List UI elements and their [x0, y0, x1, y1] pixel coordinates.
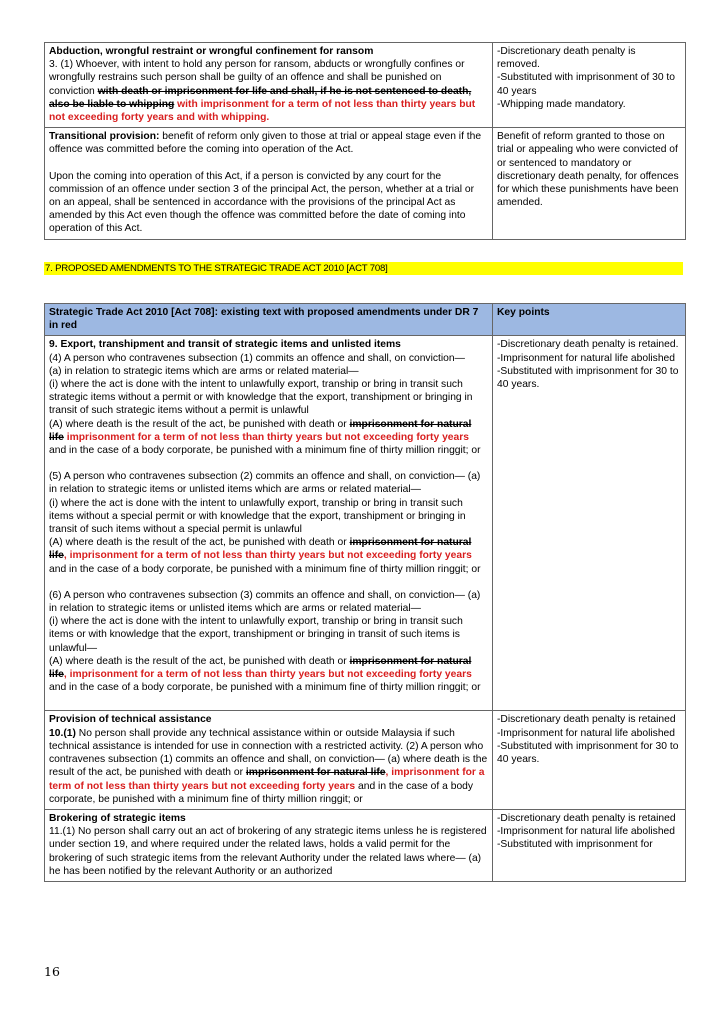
provision-text: (5) A person who contravenes subsection (2) commits an offence and shall, on conviction— (a) in relation to strategic items or unlisted items which are arms or related material— — [49, 471, 481, 496]
key-point: -Discretionary death penalty is removed. — [497, 46, 636, 71]
page-number: 16 — [44, 964, 60, 979]
amendment-text-cell — [45, 336, 493, 711]
key-points-cell — [493, 809, 686, 881]
key-point: -Imprisonment for natural life abolished — [497, 727, 675, 739]
inserted-text: imprisonment for a term of not less than thirty years but not exceeding forty years — [63, 431, 469, 443]
provision-text: (i) where the act is done with the intent to unlawfully export, tranship or bring in transit such strategic items without a permit or with knowledge that the export, transhipment or bringing in transit of such strategic items without a permit is unlawful — [49, 379, 473, 417]
provision-text: 10.(1) No person shall provide any technical assistance within or outside Malaysia if such technical assistance is intended for use in connection with a restricted activity. (2) A person who contravenes subsection (1) commits an offence and shall, on conviction— (a) where death is the result of the act, be punished with death or imprisonment for natural life, imprisonment for a term of not less than thirty years but not exceeding forty years and in the case of a body corporate, be punished with a minimum fine of thirty million ringgit; or — [49, 727, 488, 805]
amendment-text-cell — [45, 128, 493, 239]
deleted-text: imprisonment for natural life — [49, 418, 472, 443]
key-point: -Discretionary death penalty is retained — [497, 812, 676, 824]
provision-text: 3. (1) Whoever, with intent to hold any person for ransom, abducts or wrongfully confines or wrongfully restrains such person shall be guilty of an offence and shall be punished on conviction with death or imprisonment for life and shall, if he is not sentenced to death, also be liable to whipping with imprisonment for a term of not less than thirty years but not exceeding forty years and with whipping. — [49, 59, 476, 124]
key-point: -Imprisonment for natural life abolished — [497, 352, 675, 364]
deleted-text: imprisonment for natural life — [245, 767, 386, 779]
table-row — [45, 336, 686, 711]
provision-text: 11.(1) No person shall carry out an act of brokering of any strategic items unless he is registered under section 19, and where required under the related laws, holds a valid permit for the brokering of such strategic items from the relevant Authority under the related laws where— (a) he has been notified by the relevant Authority or an authorized — [49, 826, 487, 877]
key-point: Benefit of reform granted to those on trial or appealing who were convicted of or sentenced to mandatory or discretionary death penalty, for offences for which these punishments have been amended. — [497, 131, 679, 209]
provision-heading: 9. Export, transhipment and transit of strategic items and unlisted items — [49, 339, 401, 351]
key-point: -Substituted with imprisonment for 30 to 40 years. — [497, 365, 679, 391]
provision-text: (i) where the act is done with the intent to unlawfully export, tranship or bring in transit such items or with knowledge that the export, transhipment or bringing in transit of such items is unlawful— — [49, 616, 463, 654]
transitional-provision: Transitional provision: benefit of reform only given to those at trial or appeal stage even if the offence was committed before the coming into operation of the Act. — [49, 131, 482, 156]
strategic-trade-act-table — [44, 303, 686, 882]
key-point: -Substituted with imprisonment for 30 to 40 years. — [497, 740, 679, 766]
key-points-cell — [493, 43, 686, 128]
key-point: -Discretionary death penalty is retained — [497, 714, 676, 726]
amendment-text-cell — [45, 711, 493, 809]
provision-text: (A) where death is the result of the act, be punished with death or imprisonment for natural life, imprisonment for a term of not less than thirty years but not exceeding forty years and in the case of a body corporate, be punished with a minimum fine of thirty million ringgit; or — [49, 655, 481, 694]
deleted-text: imprisonment for natural life — [49, 537, 472, 562]
key-points-cell — [493, 128, 686, 239]
provision-text: (a) in relation to strategic items which are arms or related material— — [49, 365, 359, 377]
amendment-text-cell — [45, 43, 493, 128]
provision-text: (6) A person who contravenes subsection (3) commits an offence and shall, on conviction— (a) in relation to strategic items or unlisted items which are arms or related material— — [49, 589, 481, 615]
provision-heading: Brokering of strategic items — [49, 812, 186, 824]
provision-text: (A) where death is the result of the act, be punished with death or imprisonment for natural life imprisonment for a term of not less than thirty years but not exceeding forty years and in the case of a body corporate, be punished with a minimum fine of thirty million ringgit; or — [49, 418, 481, 457]
column-header-existing-text: Strategic Trade Act 2010 [Act 708]: existing text with proposed amendments under DR 7 in red — [45, 304, 493, 336]
key-point: -Whipping made mandatory. — [497, 98, 626, 110]
provision-text: (A) where death is the result of the act, be punished with death or imprisonment for natural life, imprisonment for a term of not less than thirty years but not exceeding forty years and in the case of a body corporate, be punished with a minimum fine of thirty million ringgit; or — [49, 537, 481, 575]
table-row — [45, 711, 686, 809]
key-point: -Imprisonment for natural life abolished — [497, 826, 675, 838]
section-heading: 7. PROPOSED AMENDMENTS TO THE STRATEGIC TRADE ACT 2010 [ACT 708] — [45, 263, 388, 274]
key-point: -Substituted with imprisonment of 30 to 40 years — [497, 72, 675, 97]
transitional-text: Upon the coming into operation of this Act, if a person is convicted by any court for the commission of an offence under section 3 of the principal Act, the person, whether at a trial or on an appeal, shall be sentenced in accordance with the provisions of the principal Act as amended by this Act even though the offence was committed before the date of coming into operation of this Act. — [49, 170, 475, 235]
deleted-text: imprisonment for natural life — [49, 655, 472, 681]
column-header-key-points: Key points — [493, 304, 686, 336]
section-heading-bar — [44, 262, 683, 275]
inserted-text: with imprisonment for a term of not less than thirty years but not exceeding forty years and with whipping. — [49, 98, 476, 124]
provision-text: (4) A person who contravenes subsection (1) commits an offence and shall, on conviction— — [49, 352, 465, 364]
key-points-cell — [493, 336, 686, 711]
inserted-text: , imprisonment for a term of not less than thirty years but not exceeding forty years — [63, 550, 472, 562]
deleted-text: with death or imprisonment for life and shall, if he is not sentenced to death, also be liable to whipping — [49, 85, 472, 110]
inserted-text: , imprisonment for a term of not less than thirty years but not exceeding forty years — [63, 669, 472, 681]
inserted-text: , imprisonment for a term of not less than thirty years but not exceeding forty years — [49, 767, 485, 792]
table-row — [45, 128, 686, 239]
key-point: -Discretionary death penalty is retained. — [497, 339, 679, 351]
table-row — [45, 43, 686, 128]
section-3-amendment-table — [44, 42, 686, 240]
provision-heading: Abduction, wrongful restraint or wrongful confinement for ransom — [49, 46, 374, 57]
key-point: -Substituted with imprisonment for — [497, 839, 653, 851]
amendment-text-cell — [45, 809, 493, 881]
key-points-cell — [493, 711, 686, 809]
table-row — [45, 809, 686, 881]
provision-heading: Provision of technical assistance — [49, 714, 212, 726]
table-header-row — [45, 304, 686, 336]
provision-text: (i) where the act is done with the intent to unlawfully export, tranship or bring in transit such items without a special permit or with knowledge that the export, transhipment or bringing in transit of such items without a special permit is unlawful — [49, 497, 466, 536]
